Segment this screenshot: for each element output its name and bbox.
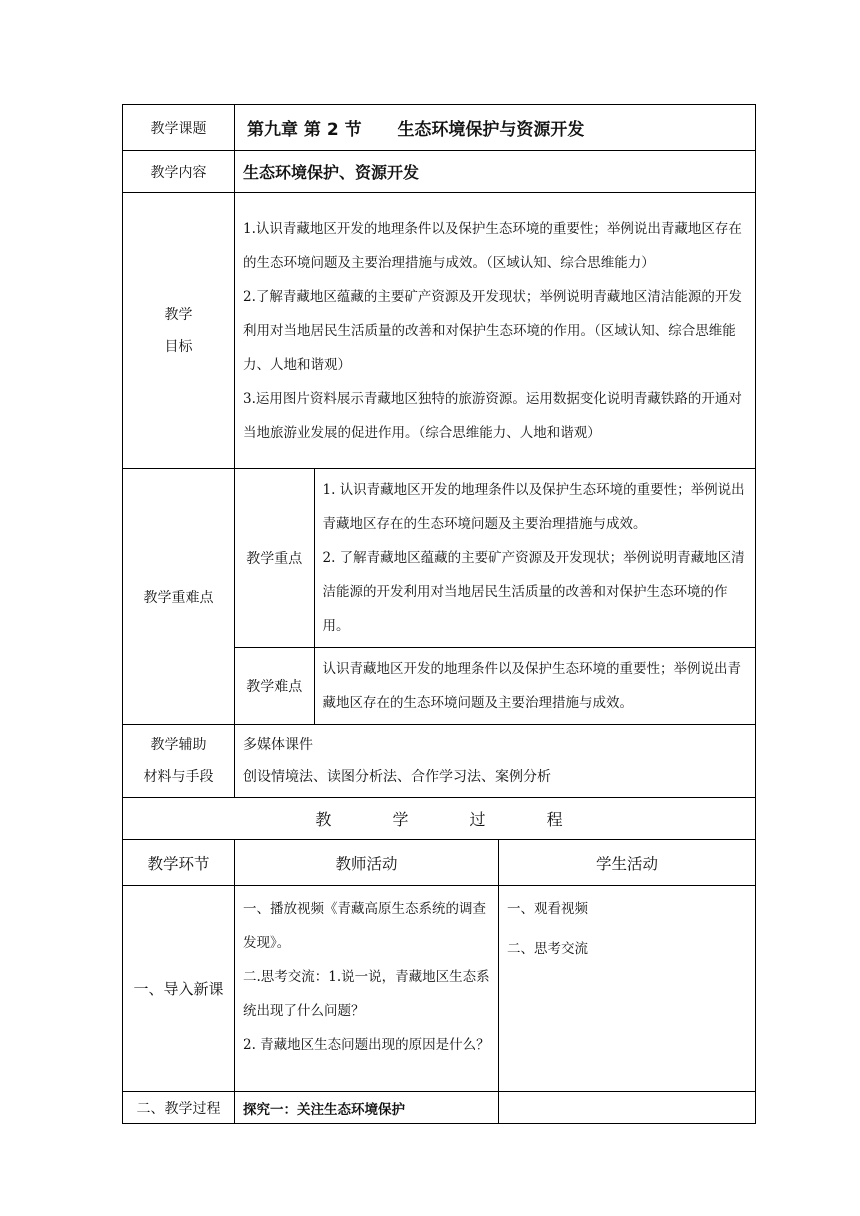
difficult-points-content	[314, 648, 755, 725]
lesson-plan-table	[122, 104, 756, 1124]
table-row	[123, 1092, 756, 1124]
objective-item: 2.了解青藏地区蕴藏的主要矿产资源及开发现状；举例说明青藏地区清洁能源的开发利用对当地居民生活质量的改善和对保护生态环境的作用。（区域认知、综合思维能力、人地和谐观）	[243, 288, 742, 373]
key-difficult-row	[123, 469, 756, 725]
key-points-content	[314, 469, 755, 648]
process-char: 教	[315, 810, 332, 829]
process-char: 程	[546, 810, 563, 829]
content-label: 教学内容	[123, 151, 235, 193]
column-header-stage: 教学环节	[123, 840, 235, 886]
topic-chapter: 第九章 第 2 节	[247, 120, 362, 140]
aids-label-line1: 教学辅助	[150, 737, 207, 753]
key-difficult-label: 教学重难点	[123, 469, 235, 725]
content-value: 生态环境保护、资源开发	[235, 151, 756, 193]
aids-line: 创设情境法、读图分析法、合作学习法、案例分析	[243, 769, 551, 785]
topic-label: 教学课题	[123, 105, 235, 151]
topic-cell	[235, 105, 756, 151]
difficult-points-label: 教学难点	[235, 648, 314, 725]
student-activity-item: 一、观看视频	[507, 901, 588, 917]
teacher-activity-cell	[235, 886, 499, 1092]
stage-cell: 二、教学过程	[123, 1092, 235, 1124]
teacher-activity-item: 一、播放视频《青藏高原生态系统的调查发现》。	[243, 901, 486, 951]
aids-label	[123, 725, 235, 798]
objective-item: 1.认识青藏地区开发的地理条件以及保护生态环境的重要性；举例说出青藏地区存在的生态环境问题及主要治理措施与成效。（区域认知、综合思维能力）	[243, 220, 742, 271]
key-point-item: 1. 认识青藏地区开发的地理条件以及保护生态环境的重要性；举例说出青藏地区存在的生态环境问题及主要治理措施与成效。	[322, 482, 745, 532]
column-header-teacher: 教师活动	[235, 840, 499, 886]
column-header-row	[123, 840, 756, 886]
aids-content	[235, 725, 756, 798]
process-heading	[123, 798, 756, 840]
objectives-label-line2: 目标	[164, 338, 193, 355]
key-difficult-inner-table	[235, 469, 755, 724]
teacher-activity-heading: 探究一：关注生态环境保护	[235, 1092, 499, 1124]
objectives-label	[123, 193, 235, 469]
content-row	[123, 151, 756, 193]
objectives-row	[123, 193, 756, 469]
stage-cell: 一、导入新课	[123, 886, 235, 1092]
teacher-activity-item: 2. 青藏地区生态问题出现的原因是什么？	[243, 1037, 490, 1053]
process-heading-row	[123, 798, 756, 840]
topic-title: 生态环境保护与资源开发	[397, 120, 585, 140]
aids-label-line2: 材料与手段	[143, 769, 214, 785]
key-points-label: 教学重点	[235, 469, 314, 648]
key-points-row	[235, 469, 755, 648]
objectives-content	[235, 193, 756, 469]
objective-item: 3.运用图片资料展示青藏地区独特的旅游资源。运用数据变化说明青藏铁路的开通对当地旅游业发展的促进作用。（综合思维能力、人地和谐观）	[243, 390, 742, 441]
key-point-item: 2. 了解青藏地区蕴藏的主要矿产资源及开发现状；举例说明青藏地区清洁能源的开发利用对当地居民生活质量的改善和对保护生态环境的作用。	[322, 550, 745, 634]
topic-row	[123, 105, 756, 151]
difficult-point-text: 认识青藏地区开发的地理条件以及保护生态环境的重要性；举例说出青藏地区存在的生态环境问题及主要治理措施与成效。	[322, 661, 741, 711]
process-char: 学	[392, 810, 409, 829]
process-char: 过	[469, 810, 486, 829]
table-row	[123, 886, 756, 1092]
objectives-label-line1: 教学	[164, 306, 193, 323]
aids-line: 多媒体课件	[243, 737, 313, 753]
column-header-student: 学生活动	[499, 840, 756, 886]
student-activity-cell	[499, 1092, 756, 1124]
aids-row	[123, 725, 756, 798]
key-difficult-content	[235, 469, 756, 725]
teacher-activity-item: 二.思考交流：1.说一说，青藏地区生态系统出现了什么问题？	[243, 969, 490, 1019]
difficult-points-row	[235, 648, 755, 725]
student-activity-item: 二、思考交流	[507, 941, 588, 957]
student-activity-cell	[499, 886, 756, 1092]
